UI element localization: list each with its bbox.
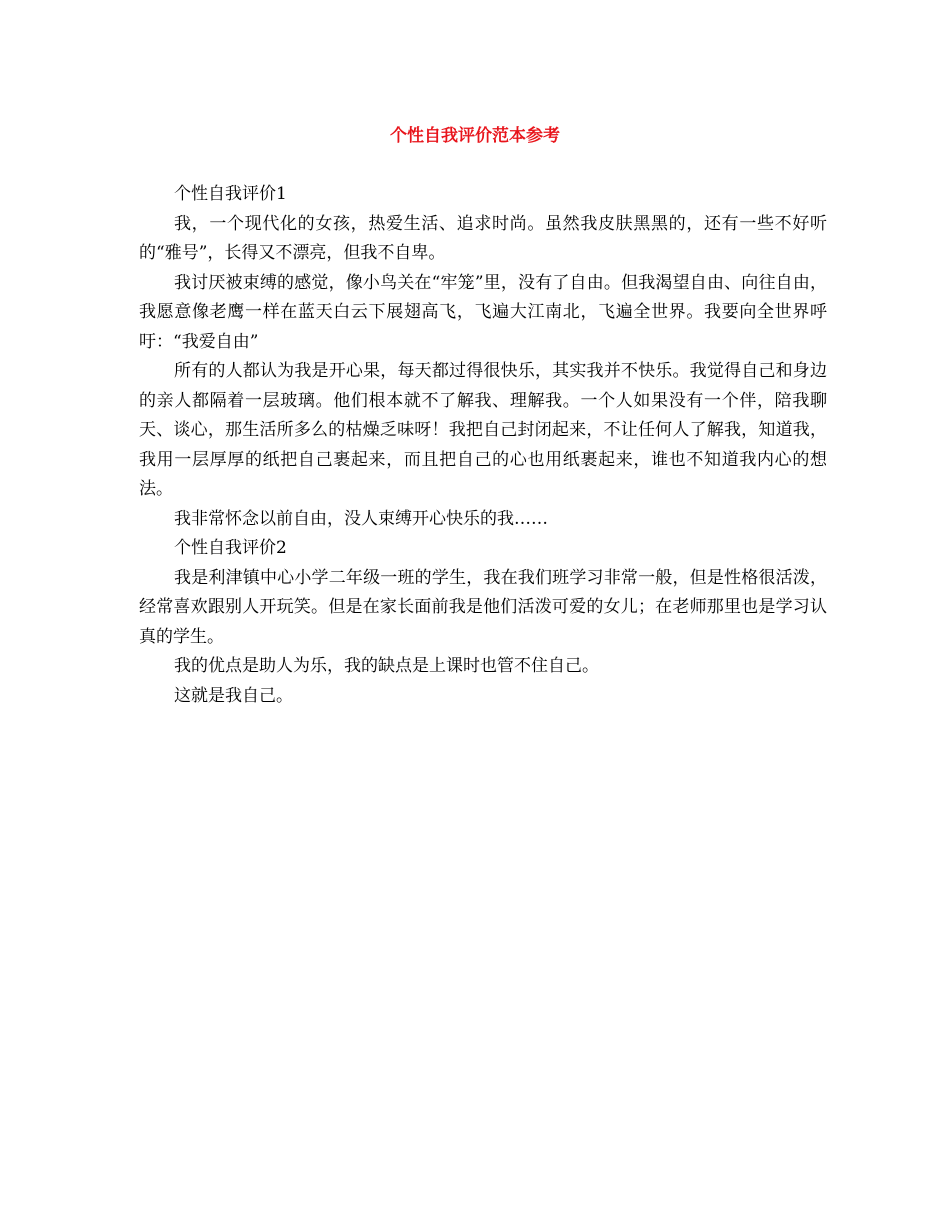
- paragraph: 我是利津镇中心小学二年级一班的学生，我在我们班学习非常一般，但是性格很活泼，经常喜欢跟别人开玩笑。但是在家长面前我是他们活泼可爱的女儿；在老师那里也是学习认真的学生。: [139, 567, 827, 647]
- document-title: 个性自我评价范本参考: [390, 126, 560, 146]
- paragraph: 我非常怀念以前自由，没人束缚开心快乐的我……: [174, 508, 548, 529]
- section-heading-2: 个性自我评价2: [174, 538, 287, 558]
- paragraph: 我讨厌被束缚的感觉，像小鸟关在“牢笼”里，没有了自由。但我渴望自由、向往自由，我愿意像老鹰一样在蓝天白云下展翅高飞，飞遍大江南北，飞遍全世界。我要向全世界呼吁：“我爱自由”: [139, 272, 827, 352]
- paragraph: 所有的人都认为我是开心果，每天都过得很快乐，其实我并不快乐。我觉得自己和身边的亲人都隔着一层玻璃。他们根本就不了解我、理解我。一个人如果没有一个伴，陪我聊天、谈心，那生活所多么的枯燥乏味呀！我把自己封闭起来，不让任何人了解我，知道我，我用一层厚厚的纸把自己裹起来，而且把自己的心也用纸裹起来，谁也不知道我内心的想法。: [139, 361, 827, 499]
- document-body: [139, 180, 827, 711]
- paragraph: 我，一个现代化的女孩，热爱生活、追求时尚。虽然我皮肤黑黑的，还有一些不好听的“雅号”，长得又不漂亮，但我不自卑。: [139, 213, 827, 263]
- paragraph: 我的优点是助人为乐，我的缺点是上课时也管不住自己。: [174, 656, 599, 676]
- paragraph: 这就是我自己。: [174, 685, 293, 706]
- section-heading-1: 个性自我评价1: [174, 184, 287, 204]
